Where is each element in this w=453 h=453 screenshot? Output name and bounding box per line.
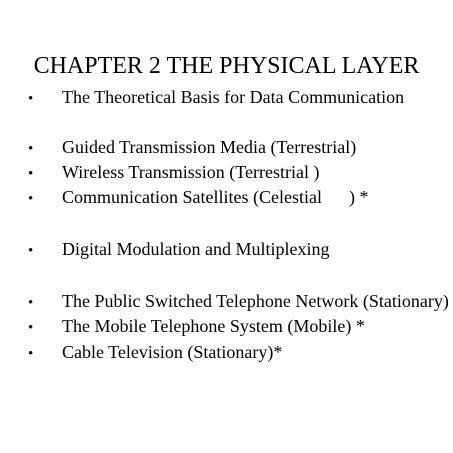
bullet-item [28, 315, 365, 339]
bullet-item [28, 136, 356, 160]
bullet-text: Wireless Transmission (Terrestrial ) [62, 162, 320, 182]
bullet-marker: • [28, 320, 34, 336]
bullet-item [28, 238, 329, 262]
slide-title: CHAPTER 2 THE PHYSICAL LAYER [33, 53, 420, 74]
bullet-text: Digital Modulation and Multiplexing [62, 239, 330, 259]
bullet-text: Communication Satellites (Celestial ) * [62, 187, 369, 207]
bullet-text: Cable Television (Stationary)* [62, 342, 283, 362]
bullet-text: Guided Transmission Media (Terrestrial) [62, 137, 357, 157]
bullet-marker: • [28, 166, 34, 182]
bullet-marker: • [28, 141, 34, 157]
bullet-marker: • [28, 243, 34, 259]
bullet-text: The Mobile Telephone System (Mobile) * [62, 316, 365, 336]
bullet-marker: • [28, 346, 34, 362]
bullet-item [28, 186, 368, 210]
bullet-marker: • [28, 295, 34, 311]
bullet-item [28, 341, 282, 365]
bullet-marker: • [28, 91, 34, 107]
bullet-text: The Public Switched Telephone Network (Stationary) [62, 291, 449, 311]
bullet-text: The Theoretical Basis for Data Communication [62, 87, 405, 107]
bullet-item [28, 161, 319, 185]
bullet-item [28, 86, 404, 110]
bullet-marker: • [28, 191, 34, 207]
bullet-item [28, 290, 449, 314]
